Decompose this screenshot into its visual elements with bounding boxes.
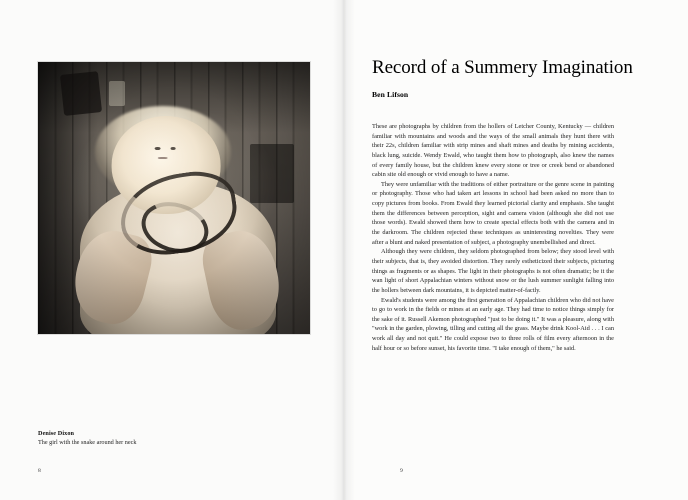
photo-caption (38, 430, 258, 447)
caption-title: Denise Dixon (38, 430, 75, 437)
caption-text: The girl with the snake around her neck (38, 439, 137, 447)
wall-object-dark (60, 71, 102, 116)
right-page (344, 0, 688, 500)
child-mouth (158, 157, 168, 160)
article-paragraph: These are photographs by children from the hollers of Letcher County, Kentucky — children familiar with mountains and woods and the ways of the small animals they hunt there with their 22s, children familiar with strip mines and shaft mines and deaths by mining accidents, black lung, suicide. Wendy Ewald, who taught them how to photograph, also knew the names of every family house, but the children knew every stone or tree or creek bend or abandoned cabin site old enough or vivid enough to have a name. (372, 123, 614, 179)
article-paragraph: Although they were children, they seldom photographed from below; they stood level with their subjects, that is, they avoided distortion. They rarely estheticized their subjects, picturing things as fragments or as shapes. The light in their photographs is not often dramatic; be it the wan light of short Appalachian winters without snow or the lush summer sunlight falling into the hollers between dark mountains, it is depicted matter-of-factly. (372, 248, 614, 294)
child-eye-right (170, 147, 175, 150)
page-number-right: 9 (400, 468, 403, 474)
child-eye-left (155, 147, 160, 150)
article-paragraph: They were unfamiliar with the traditions of either portraiture or the genre scene in painting or photography. Those who had taken art lessons in school had been asked no more than to copy pictures from books. From Ewald they learned pictorial clarity and emphasis. She taught them the differences between perception, sight and camera vision (although she did not use those words). Ewald showed them how to create special effects both with the camera and in the darkroom. The children rejected these techniques as uninteresting novelties. They were after a blunt and naked presentation of subject, a photography unembellished and direct. (372, 180, 614, 246)
article-paragraph: Ewald's students were among the first generation of Appalachian children who did not have to go to work in the fields or mines at an early age. They had time to notice things simply for the sake of it. Russell Akemon photographed "just to be doing it." It was a pleasure, along with "work in the garden, plowing, tilling and cutting all the grass. Maybe drink Kool-Aid . . . I can work all day and not quit." He could expose two to three rolls of film every afternoon in the half hour or so before sunset, his favorite time. "I take enough of them," he said. (372, 296, 614, 352)
article-byline: Ben Lifson (372, 90, 409, 99)
photograph-container (38, 62, 310, 334)
page-number-left: 8 (38, 468, 41, 474)
photograph (38, 62, 310, 334)
article-title: Record of a Summery Imagination (372, 57, 633, 78)
wall-object-right (250, 144, 294, 204)
right-page-content (372, 0, 640, 500)
article-body (372, 122, 614, 353)
wall-object-light (109, 81, 125, 105)
